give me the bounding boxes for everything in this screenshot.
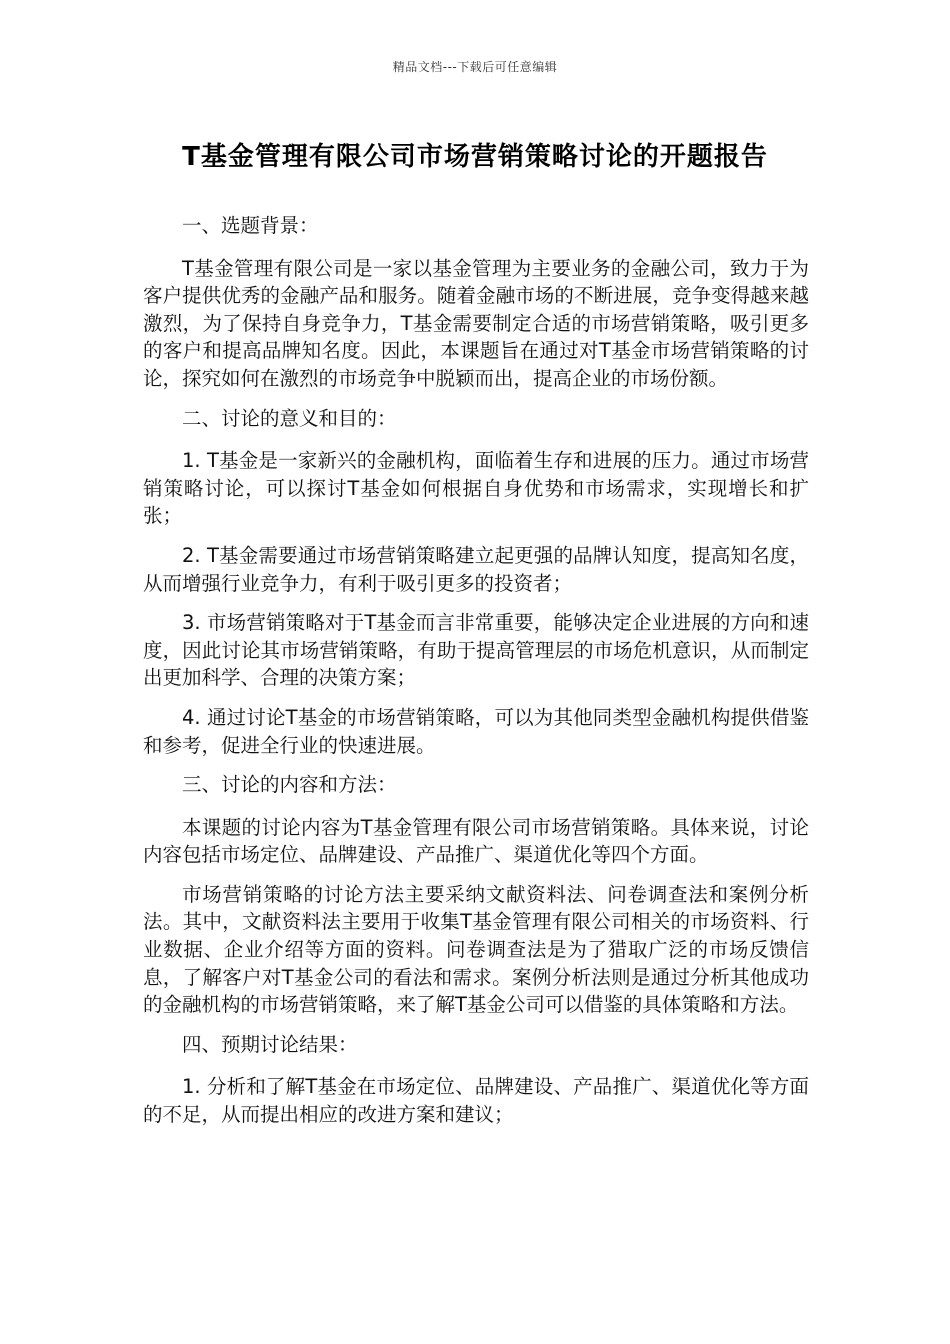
paragraph-content: 本课题的讨论内容为T基金管理有限公司市场营销策略。具体来说，讨论内容包括市场定位、品牌建设、产品推广、渠道优化等四个方面。: [143, 815, 809, 867]
header-note: 精品文档---下载后可任意编辑: [392, 60, 558, 74]
paragraph-method: 市场营销策略的讨论方法主要采纳文献资料法、问卷调查法和案例分析法。其中，文献资料法主要用于收集T基金管理有限公司相关的市场资料、行业数据、企业介绍等方面的资料。问卷调查法是为了猎取广泛的市场反馈信息，了解客户对T基金公司的看法和需求。案例分析法则是通过分析其他成功的金融机构的市场营销策略，来了解T基金公司可以借鉴的具体策略和方法。: [143, 882, 809, 1017]
section-heading-expected-results: 四、预期讨论结果：: [182, 1032, 358, 1056]
list-item-expected-1: 1. 分析和了解T基金在市场定位、品牌建设、产品推广、渠道优化等方面的不足，从而提出相应的改进方案和建议；: [143, 1075, 809, 1127]
section-heading-background: 一、选题背景：: [182, 214, 319, 237]
list-item-significance-2: 2. T基金需要通过市场营销策略建立起更强的品牌认知度，提高知名度，从而增强行业竞争力，有利于吸引更多的投资者；: [143, 543, 809, 595]
list-item-significance-1: 1. T基金是一家新兴的金融机构，面临着生存和进展的压力。通过市场营销策略讨论，可以探讨T基金如何根据自身优势和市场需求，实现增长和扩张；: [143, 449, 809, 528]
list-item-significance-3: 3. 市场营销策略对于T基金而言非常重要，能够决定企业进展的方向和速度，因此讨论其市场营销策略，有助于提高管理层的市场危机意识，从而制定出更加科学、合理的决策方案；: [143, 611, 809, 690]
document-title: T基金管理有限公司市场营销策略讨论的开题报告: [182, 142, 768, 172]
section-heading-content-method: 三、讨论的内容和方法：: [182, 773, 397, 797]
document-body: [143, 212, 809, 1141]
paragraph-background: T基金管理有限公司是一家以基金管理为主要业务的金融公司，致力于为客户提供优秀的金融产品和服务。随着金融市场的不断进展，竞争变得越来越激烈，为了保持自身竞争力，T基金需要制定合适的市场营销策略，吸引更多的客户和提高品牌知名度。因此，本课题旨在通过对T基金市场营销策略的讨论，探究如何在激烈的市场竞争中脱颖而出，提高企业的市场份额。: [143, 256, 809, 390]
list-item-significance-4: 4. 通过讨论T基金的市场营销策略，可以为其他同类型金融机构提供借鉴和参考，促进全行业的快速进展。: [143, 705, 809, 757]
section-heading-significance: 二、讨论的意义和目的：: [182, 406, 397, 430]
